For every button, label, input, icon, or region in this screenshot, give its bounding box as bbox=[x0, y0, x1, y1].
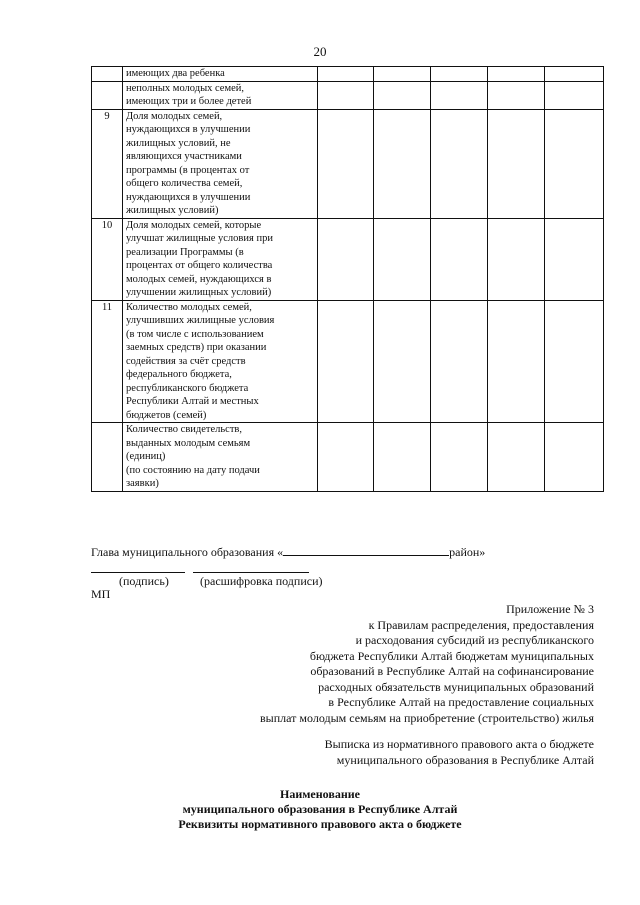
indicator-name bbox=[123, 218, 318, 300]
indicator-line: имеющих два ребенка bbox=[126, 68, 225, 79]
appendix-line: бюджета Республики Алтай бюджетам муниципальных bbox=[309, 648, 594, 663]
page-number: 20 bbox=[313, 44, 327, 59]
indicator-line: реализации Программы (в bbox=[126, 246, 244, 258]
indicator-line: являющихся участниками bbox=[126, 151, 242, 162]
row-number: 10 bbox=[92, 218, 123, 300]
value-cell bbox=[318, 81, 374, 109]
extract-line: Выписка из нормативного правового акта о бюджете bbox=[324, 737, 594, 751]
indicator-line: нуждающихся в улучшении bbox=[126, 191, 251, 203]
indicator-line: заемных средств) при оказании bbox=[126, 342, 267, 353]
value-cell bbox=[318, 218, 374, 300]
indicator-line: улучшат жилищные условия при bbox=[126, 233, 273, 244]
indicator-line: улучшении жилищных условий) bbox=[126, 287, 272, 298]
signature-caption: (подпись) bbox=[119, 574, 169, 588]
indicator-line: (единиц) bbox=[126, 451, 166, 462]
indicators-table bbox=[91, 66, 604, 492]
indicator-line: Республики Алтай и местных bbox=[126, 396, 259, 407]
value-cell bbox=[318, 423, 374, 492]
indicator-line: заявки) bbox=[126, 478, 159, 489]
indicator-line: улучшивших жилищные условия bbox=[126, 315, 275, 326]
appendix-line: Приложение № 3 bbox=[506, 602, 594, 616]
signature-blank bbox=[91, 572, 185, 573]
value-cell bbox=[545, 67, 604, 82]
table-row bbox=[92, 300, 604, 423]
indicator-name bbox=[123, 109, 318, 218]
indicator-line: (по состоянию на дату подачи bbox=[126, 464, 260, 476]
table-row bbox=[92, 81, 604, 109]
heading-line: Реквизиты нормативного правового акта о бюджете bbox=[178, 817, 462, 831]
appendix-line: расходных обязательств муниципальных образований bbox=[318, 679, 594, 694]
indicator-line: общего количества семей, bbox=[126, 178, 243, 189]
value-cell bbox=[545, 423, 604, 492]
value-cell bbox=[488, 81, 545, 109]
value-cell bbox=[431, 423, 488, 492]
indicator-line: Количество молодых семей, bbox=[126, 301, 252, 313]
indicator-line: программы (в процентах от bbox=[126, 164, 250, 176]
table-row bbox=[92, 423, 604, 492]
value-cell bbox=[488, 300, 545, 423]
appendix-caption bbox=[260, 602, 594, 726]
value-cell bbox=[488, 218, 545, 300]
extract-line: муниципального образования в Республике Алтай bbox=[336, 752, 594, 767]
indicator-line: выданных молодым семьям bbox=[126, 437, 251, 449]
head-prefix: Глава муниципального образования « bbox=[91, 545, 284, 559]
value-cell bbox=[374, 67, 431, 82]
indicator-name bbox=[123, 300, 318, 423]
indicator-line: (в том числе с использованием bbox=[126, 328, 264, 340]
indicator-line: бюджетов (семей) bbox=[126, 409, 207, 421]
indicator-line: жилищных условий) bbox=[126, 205, 219, 216]
value-cell bbox=[374, 423, 431, 492]
appendix-line: выплат молодым семьям на приобретение (строительство) жилья bbox=[260, 710, 594, 725]
row-number: 9 bbox=[92, 109, 123, 218]
indicator-line: жилищных условий, не bbox=[126, 137, 231, 149]
district-blank bbox=[283, 543, 449, 556]
appendix-line: и расходования субсидий из республиканского bbox=[355, 633, 594, 647]
indicator-line: федерального бюджета, bbox=[126, 369, 232, 380]
value-cell bbox=[318, 67, 374, 82]
table-row bbox=[92, 67, 604, 82]
indicator-line: процентах от общего количества bbox=[126, 260, 273, 271]
value-cell bbox=[545, 109, 604, 218]
heading-line: муниципального образования в Республике Алтай bbox=[182, 802, 458, 816]
indicator-line: Доля молодых семей, которые bbox=[126, 219, 262, 231]
value-cell bbox=[431, 81, 488, 109]
value-cell bbox=[545, 81, 604, 109]
extract-title bbox=[325, 737, 594, 768]
appendix-line: образований в Республике Алтай на софинансирование bbox=[310, 664, 594, 678]
indicator-line: молодых семей, нуждающихся в bbox=[126, 273, 272, 285]
value-cell bbox=[488, 423, 545, 492]
decode-blank bbox=[193, 572, 309, 573]
value-cell bbox=[318, 300, 374, 423]
appendix-line: в Республике Алтай на предоставление социальных bbox=[328, 695, 594, 709]
table-row bbox=[92, 218, 604, 300]
value-cell bbox=[374, 109, 431, 218]
indicator-line: республиканского бюджета bbox=[126, 382, 249, 394]
value-cell bbox=[545, 300, 604, 423]
indicator-line: содействия за счёт средств bbox=[126, 355, 246, 367]
indicator-name bbox=[123, 423, 318, 492]
value-cell bbox=[431, 300, 488, 423]
heading-line: Наименование bbox=[280, 787, 360, 801]
stamp-label: МП bbox=[91, 587, 111, 601]
indicator-line: нуждающихся в улучшении bbox=[126, 124, 251, 135]
value-cell bbox=[318, 109, 374, 218]
row-number bbox=[92, 67, 123, 82]
value-cell bbox=[431, 109, 488, 218]
indicator-name bbox=[123, 81, 318, 109]
indicator-line: Доля молодых семей, bbox=[126, 110, 223, 122]
row-number: 11 bbox=[92, 300, 123, 423]
value-cell bbox=[374, 300, 431, 423]
value-cell bbox=[431, 218, 488, 300]
value-cell bbox=[545, 218, 604, 300]
value-cell bbox=[431, 67, 488, 82]
indicator-line: имеющих три и более детей bbox=[126, 96, 252, 107]
indicator-name bbox=[123, 67, 318, 82]
value-cell bbox=[374, 81, 431, 109]
indicator-line: Количество свидетельств, bbox=[126, 424, 243, 435]
head-suffix: район» bbox=[449, 545, 486, 559]
decode-caption: (расшифровка подписи) bbox=[200, 574, 323, 588]
table-row bbox=[92, 109, 604, 218]
head-signature-line bbox=[91, 543, 485, 560]
value-cell bbox=[374, 218, 431, 300]
appendix-line: к Правилам распределения, предоставления bbox=[368, 617, 594, 632]
value-cell bbox=[488, 67, 545, 82]
indicator-line: неполных молодых семей, bbox=[126, 82, 245, 94]
row-number bbox=[92, 423, 123, 492]
budget-heading bbox=[0, 787, 640, 832]
row-number bbox=[92, 81, 123, 109]
value-cell bbox=[488, 109, 545, 218]
